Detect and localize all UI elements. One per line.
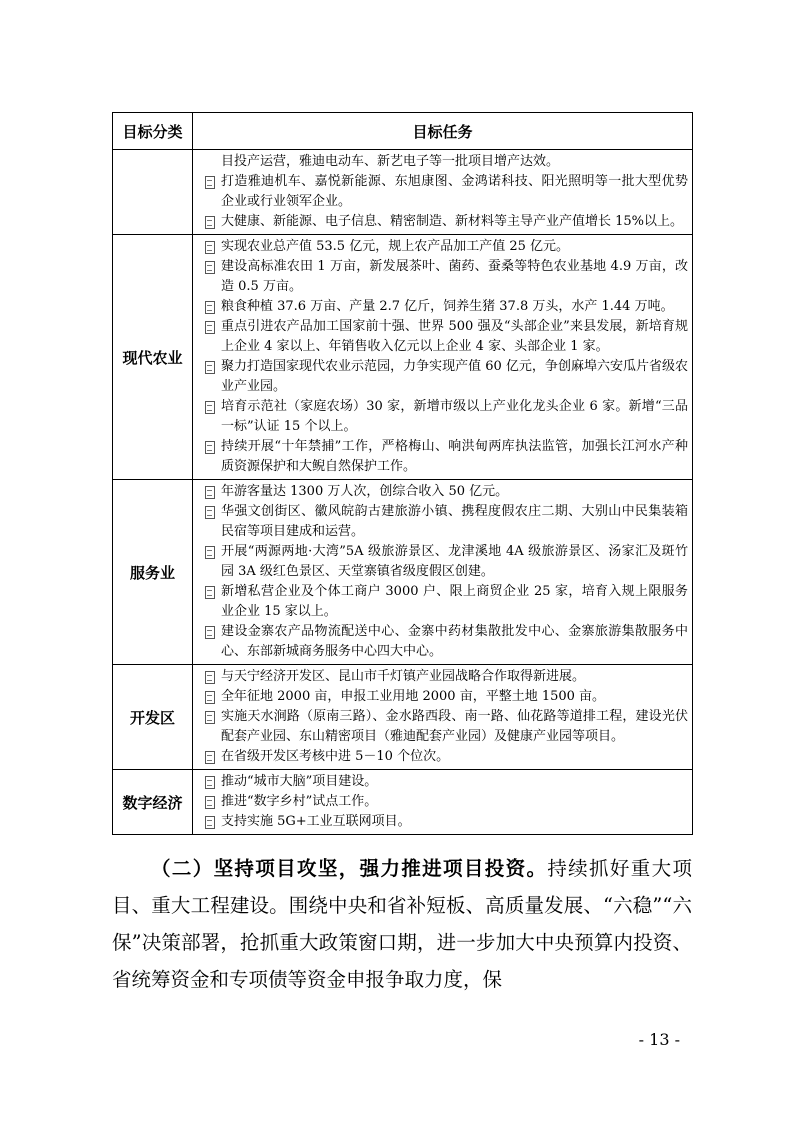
table-row bbox=[113, 150, 693, 235]
paragraph-text: 持续抓好重大项目、重大工程建设。围绕中央和省补短板、高质量发展、“六稳”“六保”决策部署，抢抓重大政策窗口期，进一步加大中央预算内投资、省统筹资金和专项债等资金申报争取力度，保 bbox=[112, 857, 692, 991]
tasks-cell bbox=[193, 480, 693, 665]
tasks-cell bbox=[193, 665, 693, 770]
document-icon bbox=[201, 667, 221, 687]
task-text: 聚力打造国家现代农业示范园，力争实现产值 60 亿元，争创麻埠六安瓜片省级农业产业园。 bbox=[221, 359, 688, 394]
task-text: 新增私营企业及个体工商户 3000 户、限上商贸企业 25 家，培育入规上限服务业企业 15 家以上。 bbox=[221, 584, 688, 619]
task-text: 华强文创街区、徽风皖韵古建旅游小镇、携程度假农庄二期、大别山中民集装箱民宿等项目建成和运营。 bbox=[221, 504, 688, 539]
task-text: 支持实施 5G+工业互联网项目。 bbox=[221, 814, 411, 829]
table-row bbox=[113, 235, 693, 480]
document-icon bbox=[201, 212, 221, 232]
task-text: 建设金寨农产品物流配送中心、金寨中药材集散批发中心、金寨旅游集散服务中心、东部新城商务服务中心四大中心。 bbox=[221, 624, 688, 659]
tasks-cell bbox=[193, 770, 693, 835]
category-cell: 数字经济 bbox=[113, 770, 193, 835]
page-number: - 13 - bbox=[638, 1030, 680, 1049]
task-item bbox=[201, 707, 688, 747]
target-table bbox=[112, 112, 693, 835]
document-icon bbox=[201, 237, 221, 257]
task-item bbox=[201, 237, 688, 257]
task-item bbox=[201, 582, 688, 622]
header-tasks: 目标任务 bbox=[193, 113, 693, 150]
task-item bbox=[201, 687, 688, 707]
category-cell: 现代农业 bbox=[113, 235, 193, 480]
task-item bbox=[201, 792, 688, 812]
task-text: 持续开展“十年禁捕”工作，严格梅山、响洪甸两库执法监管，加强长江河水产种质资源保护和大鲵自然保护工作。 bbox=[221, 439, 688, 474]
tasks-cell bbox=[193, 235, 693, 480]
document-icon bbox=[201, 257, 221, 277]
task-text: 与天宁经济开发区、昆山市千灯镇产业园战略合作取得新进展。 bbox=[221, 669, 586, 684]
body-paragraph bbox=[112, 850, 692, 998]
tasks-cell bbox=[193, 150, 693, 235]
document-icon bbox=[201, 772, 221, 792]
document-icon bbox=[201, 622, 221, 642]
task-item bbox=[201, 622, 688, 662]
document-icon bbox=[201, 317, 221, 337]
document-icon bbox=[201, 582, 221, 602]
task-item bbox=[201, 357, 688, 397]
document-icon bbox=[201, 747, 221, 767]
task-text: 在省级开发区考核中进 5－10 个位次。 bbox=[221, 749, 450, 764]
task-text: 年游客量达 1300 万人次，创综合收入 50 亿元。 bbox=[221, 484, 509, 499]
document-icon bbox=[201, 707, 221, 727]
task-item bbox=[201, 152, 688, 172]
task-item bbox=[201, 297, 688, 317]
document-icon bbox=[201, 687, 221, 707]
task-text: 打造雅迪机车、嘉悦新能源、东旭康图、金鸿诺科技、阳光照明等一批大型优势企业或行业领军企业。 bbox=[221, 174, 688, 209]
task-text: 实施天水涧路（原南三路）、金水路西段、南一路、仙花路等道排工程，建设光伏配套产业园、东山精密项目（雅迪配套产业园）及健康产业园等项目。 bbox=[221, 709, 688, 744]
category-cell bbox=[113, 150, 193, 235]
task-text: 重点引进农产品加工国家前十强、世界 500 强及“头部企业”来县发展，新培育规上企业 4 家以上、年销售收入亿元以上企业 4 家、头部企业 1 家。 bbox=[221, 319, 688, 354]
category-cell: 开发区 bbox=[113, 665, 193, 770]
task-text: 建设高标准农田 1 万亩，新发展茶叶、菌药、蚕桑等特色农业基地 4.9 万亩，改造 0.5 万亩。 bbox=[221, 259, 688, 294]
task-item bbox=[201, 437, 688, 477]
document-icon bbox=[201, 297, 221, 317]
task-item bbox=[201, 482, 688, 502]
table-row bbox=[113, 770, 693, 835]
task-text: 粮食种植 37.6 万亩、产量 2.7 亿斤，饲养生猪 37.8 万头，水产 1.44 万吨。 bbox=[221, 299, 674, 314]
task-item bbox=[201, 542, 688, 582]
document-icon bbox=[201, 482, 221, 502]
table-header-row bbox=[113, 113, 693, 150]
task-text: 推进“数字乡村”试点工作。 bbox=[221, 794, 378, 809]
task-item bbox=[201, 502, 688, 542]
document-icon bbox=[201, 357, 221, 377]
task-item bbox=[201, 772, 688, 792]
task-text: 大健康、新能源、电子信息、精密制造、新材料等主导产业产值增长 15%以上。 bbox=[221, 214, 684, 229]
document-icon bbox=[201, 812, 221, 832]
task-text: 实现农业总产值 53.5 亿元，规上农产品加工产值 25 亿元。 bbox=[221, 239, 570, 254]
task-text: 培育示范社（家庭农场）30 家，新增市级以上产业化龙头企业 6 家。新增“三品一标”认证 15 个以上。 bbox=[221, 399, 688, 434]
section-heading: （二）坚持项目攻坚，强力推进项目投资。 bbox=[151, 857, 548, 880]
task-item bbox=[201, 667, 688, 687]
task-text: 开展“两源两地·大湾”5A 级旅游景区、龙津溪地 4A 级旅游景区、汤家汇及斑竹园 3A 级红色景区、天堂寨镇省级度假区创建。 bbox=[221, 544, 688, 579]
task-item bbox=[201, 812, 688, 832]
task-item bbox=[201, 317, 688, 357]
header-category: 目标分类 bbox=[113, 113, 193, 150]
task-text: 全年征地 2000 亩，申报工业用地 2000 亩，平整土地 1500 亩。 bbox=[221, 689, 606, 704]
table-row bbox=[113, 480, 693, 665]
document-icon bbox=[201, 792, 221, 812]
task-item bbox=[201, 172, 688, 212]
task-text: 推动“城市大脑”项目建设。 bbox=[221, 774, 378, 789]
document-icon bbox=[201, 397, 221, 417]
table-row bbox=[113, 665, 693, 770]
document-icon bbox=[201, 437, 221, 457]
task-item bbox=[201, 747, 688, 767]
task-item bbox=[201, 257, 688, 297]
task-text: 目投产运营，雅迪电动车、新艺电子等一批项目增产达效。 bbox=[221, 154, 560, 169]
document-icon bbox=[201, 542, 221, 562]
category-cell: 服务业 bbox=[113, 480, 193, 665]
document-icon bbox=[201, 502, 221, 522]
task-item bbox=[201, 212, 688, 232]
task-item bbox=[201, 397, 688, 437]
document-icon bbox=[201, 172, 221, 192]
